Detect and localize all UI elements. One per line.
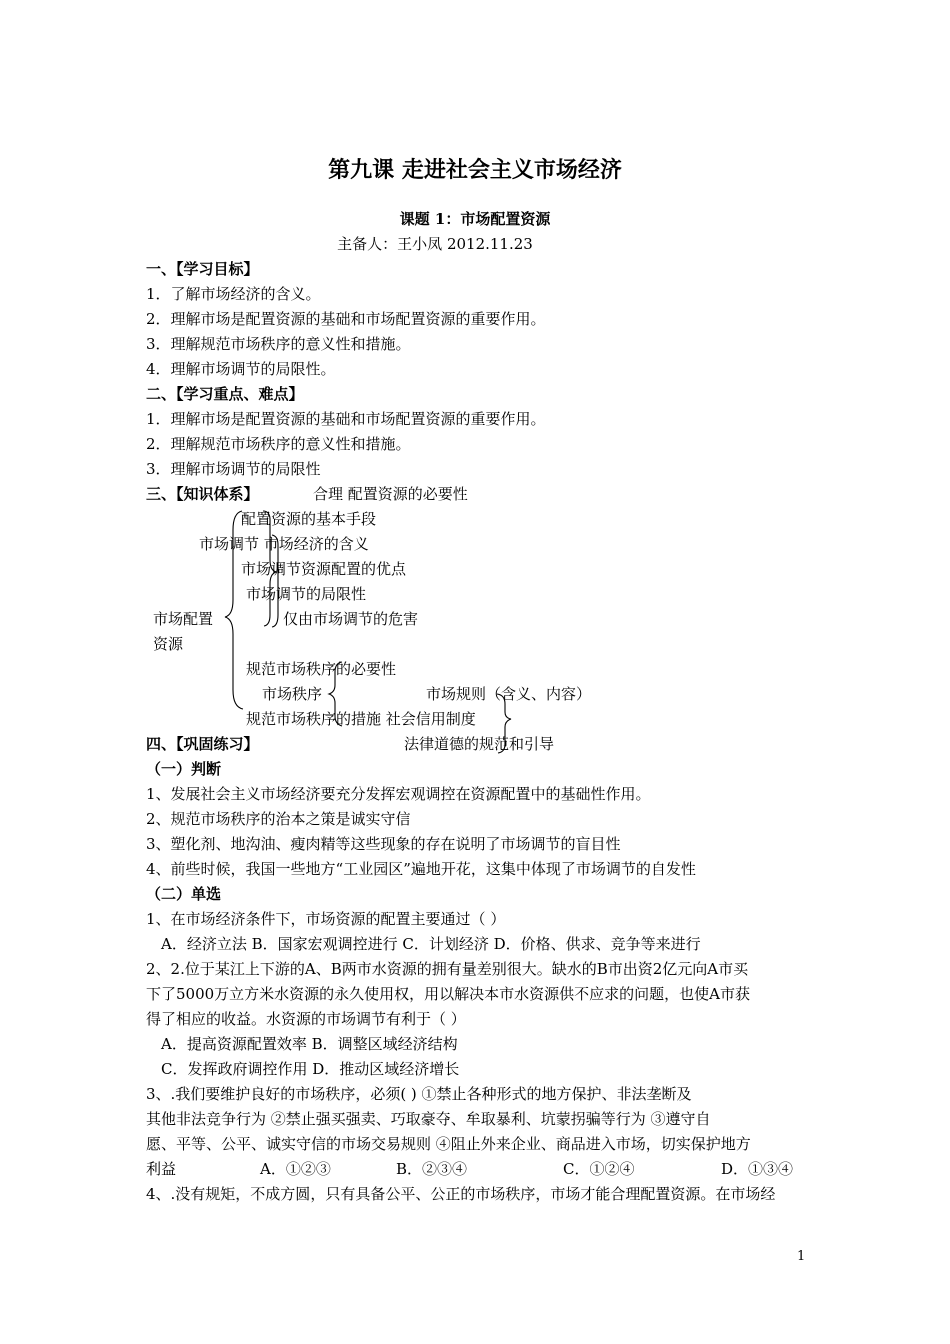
judge-item: 4、前些时候，我国一些地方“工业园区”遍地开花，这集中体现了市场调节的自发性	[146, 860, 696, 878]
goal-item: 2．理解市场是配置资源的基础和市场配置资源的重要作用。	[146, 310, 546, 328]
subtitle: 课题 1：市场配置资源	[399, 210, 551, 228]
keypoint-item: 3．理解市场调节的局限性	[146, 460, 321, 478]
diagram-node: 法律道德的规范和引导	[404, 735, 555, 753]
diagram-node: 市场规则（含义、内容）	[426, 685, 592, 703]
diagram-node: 规范市场秩序的措施 社会信用制度	[246, 710, 476, 728]
section-heading-goals: 一、【学习目标】	[146, 260, 259, 278]
question-4-line: 4、.没有规矩，不成方圆，只有具备公平、公正的市场秩序，市场才能合理配置资源。在市场经	[146, 1185, 776, 1203]
section-heading-practice: 四、【巩固练习】	[146, 735, 259, 753]
question-3-option: C．①②④	[563, 1160, 635, 1178]
question-2-options: A．提高资源配置效率 B．调整区域经济结构	[161, 1035, 458, 1053]
question-3-line: 愿、平等、公平、诚实守信的市场交易规则 ④阻止外来企业、商品进入市场，切实保护地方	[146, 1135, 751, 1153]
diagram-root: 资源	[153, 635, 184, 653]
question-2-line: 得了相应的收益。水资源的市场调节有利于（ ）	[146, 1010, 466, 1028]
section-heading-knowledge: 三、【知识体系】	[146, 485, 259, 503]
question-3-line: 利益	[146, 1160, 177, 1178]
question-3-option: D．①③④	[721, 1160, 794, 1178]
goal-item: 4．理解市场调节的局限性。	[146, 360, 336, 378]
goal-item: 1．了解市场经济的含义。	[146, 285, 321, 303]
diagram-node: 市场调节 市场经济的含义	[199, 535, 369, 553]
page-number: 1	[797, 1249, 806, 1264]
judge-item: 2、规范市场秩序的治本之策是诚实守信	[146, 810, 411, 828]
diagram-node: 配置资源的基本手段	[241, 510, 377, 528]
question-3-option: B．②③④	[396, 1160, 468, 1178]
author-line: 主备人：王小凤 2012.11.23	[337, 235, 533, 253]
diagram-root: 市场配置	[153, 610, 214, 628]
section-heading-keypoints: 二、【学习重点、难点】	[146, 385, 304, 403]
question-3-line: 3、.我们要维护良好的市场秩序，必须( ) ①禁止各种形式的地方保护、非法垄断及	[146, 1085, 692, 1103]
diagram-node: 市场调节的局限性	[246, 585, 367, 603]
question-2-line: 2、2.位于某江上下游的A、B两市水资源的拥有量差别很大。缺水的B市出资2亿元向A市买	[146, 960, 749, 978]
question-1: 1、在市场经济条件下，市场资源的配置主要通过（ ）	[146, 910, 506, 928]
question-3-line: 其他非法竞争行为 ②禁止强买强卖、巧取豪夺、牟取暴利、坑蒙拐骗等行为 ③遵守自	[146, 1110, 711, 1128]
keypoint-item: 2．理解规范市场秩序的意义性和措施。	[146, 435, 411, 453]
diagram-node: 市场秩序	[262, 685, 323, 703]
question-2-options: C．发挥政府调控作用 D．推动区域经济增长	[161, 1060, 460, 1078]
question-2-line: 下了5000万立方米水资源的永久使用权，用以解决本市水资源供不应求的问题，也使A市获	[146, 985, 751, 1003]
practice-part-single: （二）单选	[146, 885, 222, 903]
judge-item: 1、发展社会主义市场经济要充分发挥宏观调控在资源配置中的基础性作用。	[146, 785, 651, 803]
page-title: 第九课 走进社会主义市场经济	[328, 157, 622, 183]
question-1-options: A．经济立法 B．国家宏观调控进行 C．计划经济 D．价格、供求、竞争等来进行	[161, 935, 701, 953]
diagram-node: 规范市场秩序的必要性	[246, 660, 397, 678]
question-3-option: A．①②③	[260, 1160, 331, 1178]
diagram-node: 合理 配置资源的必要性	[313, 485, 468, 503]
goal-item: 3．理解规范市场秩序的意义性和措施。	[146, 335, 411, 353]
practice-part-judge: （一）判断	[146, 760, 222, 778]
diagram-node: 市场调节资源配置的优点	[241, 560, 407, 578]
keypoint-item: 1．理解市场是配置资源的基础和市场配置资源的重要作用。	[146, 410, 546, 428]
diagram-node: 仅由市场调节的危害	[283, 610, 419, 628]
judge-item: 3、塑化剂、地沟油、瘦肉精等这些现象的存在说明了市场调节的盲目性	[146, 835, 621, 853]
